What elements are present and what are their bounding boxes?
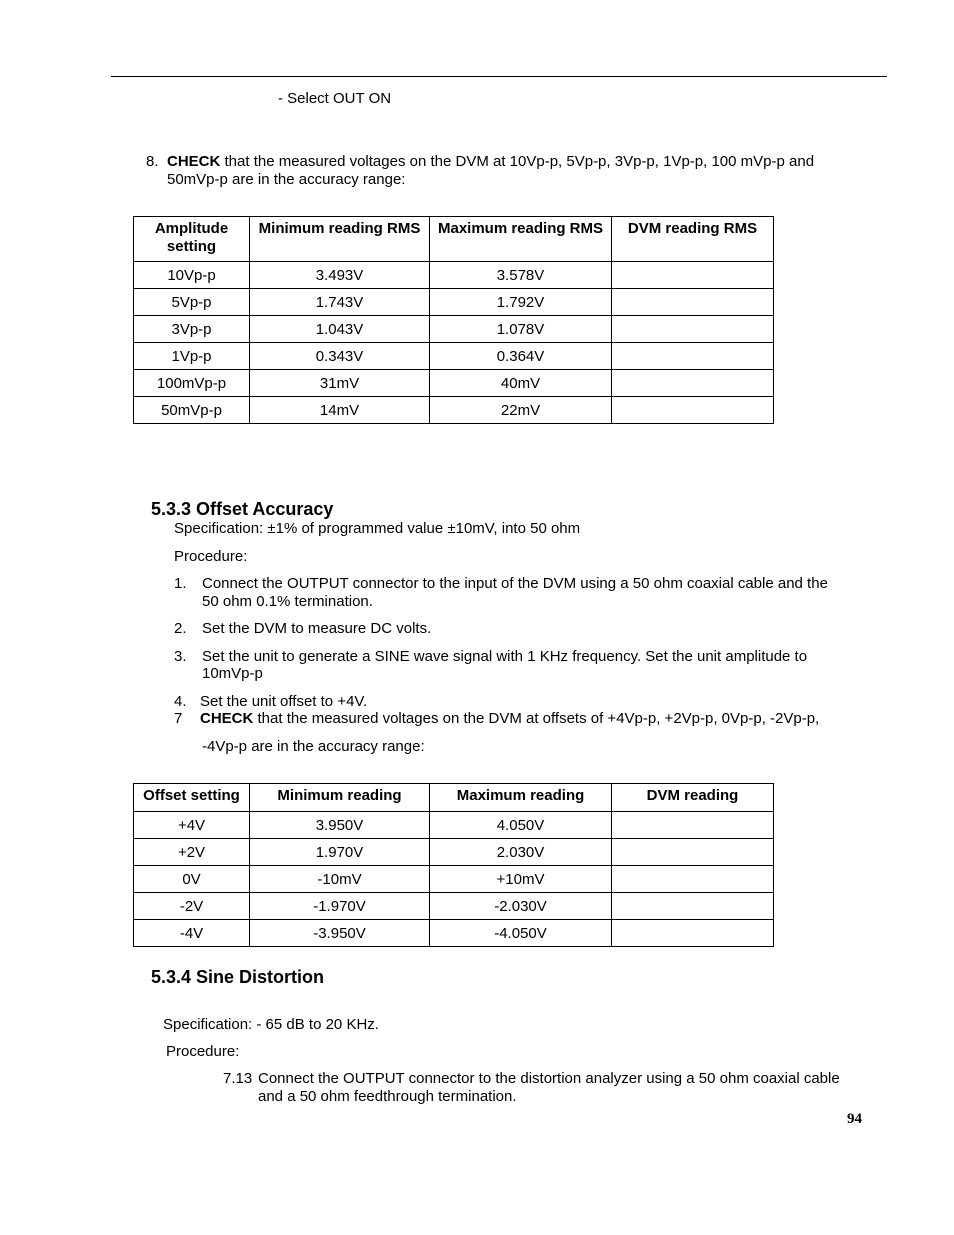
- table-cell: 10Vp-p: [134, 262, 250, 289]
- table-row: [134, 397, 774, 424]
- table-cell: 40mV: [430, 370, 612, 397]
- column-header: Minimum reading: [250, 784, 430, 812]
- table-cell: [612, 343, 774, 370]
- table-row: [134, 893, 774, 920]
- step-7-line1: that the measured voltages on the DVM at offsets of +4Vp-p, +2Vp-p, 0Vp-p, -2Vp-p,: [253, 710, 820, 727]
- column-header: DVM reading RMS: [612, 217, 774, 262]
- table-row: [134, 370, 774, 397]
- step-number: 4.: [174, 693, 187, 710]
- table-cell: [612, 839, 774, 866]
- table-cell: -3.950V: [250, 920, 430, 947]
- table-cell: 3.950V: [250, 812, 430, 839]
- table-cell: +2V: [134, 839, 250, 866]
- table-cell: 1.078V: [430, 316, 612, 343]
- table-cell: 1.792V: [430, 289, 612, 316]
- step-7-text: [200, 710, 819, 728]
- column-header: Offset setting: [134, 784, 250, 812]
- step-7-number: 7: [174, 710, 183, 727]
- table-cell: 5Vp-p: [134, 289, 250, 316]
- offset-specification: Specification: ±1% of programmed value ±10mV, into 50 ohm: [174, 520, 581, 537]
- table-cell: 0.343V: [250, 343, 430, 370]
- table-header-row: [134, 217, 774, 262]
- step-8-text: [167, 153, 814, 171]
- table-row: [134, 920, 774, 947]
- procedure-label: Procedure:: [166, 1043, 240, 1060]
- table-row: [134, 289, 774, 316]
- table-cell: -1.970V: [250, 893, 430, 920]
- table-cell: 2.030V: [430, 839, 612, 866]
- step-8-line1: that the measured voltages on the DVM at 10Vp-p, 5Vp-p, 3Vp-p, 1Vp-p, 100 mVp-p and: [220, 153, 815, 170]
- table-cell: -4V: [134, 920, 250, 947]
- table-cell: 31mV: [250, 370, 430, 397]
- table-cell: -2V: [134, 893, 250, 920]
- select-out-on-step: - Select OUT ON: [278, 90, 392, 107]
- procedure-label: Procedure:: [174, 548, 248, 565]
- step-7-13-number: 7.13: [223, 1070, 253, 1087]
- table-header-row: [134, 784, 774, 812]
- table-cell: +10mV: [430, 866, 612, 893]
- step-text: 50 ohm 0.1% termination.: [202, 593, 373, 610]
- section-heading-offset-accuracy: 5.3.3 Offset Accuracy: [151, 499, 334, 519]
- table-cell: 4.050V: [430, 812, 612, 839]
- table-cell: 3Vp-p: [134, 316, 250, 343]
- column-header: Maximum reading RMS: [430, 217, 612, 262]
- distortion-specification: Specification: - 65 dB to 20 KHz.: [163, 1016, 379, 1033]
- offset-accuracy-table: [133, 783, 774, 947]
- table-row: [134, 812, 774, 839]
- table-cell: 22mV: [430, 397, 612, 424]
- step-7-line2: -4Vp-p are in the accuracy range:: [202, 738, 425, 755]
- step-number: 3.: [174, 648, 187, 665]
- table-cell: [612, 866, 774, 893]
- step-text: Set the unit offset to +4V.: [200, 693, 368, 710]
- table-cell: [612, 397, 774, 424]
- table-row: [134, 316, 774, 343]
- amplitude-accuracy-table: [133, 216, 774, 424]
- column-header: Amplitude setting: [134, 217, 250, 262]
- section-heading-sine-distortion: 5.3.4 Sine Distortion: [151, 967, 325, 987]
- table-cell: [612, 370, 774, 397]
- check-keyword: CHECK: [200, 710, 254, 727]
- table-cell: 3.578V: [430, 262, 612, 289]
- table-cell: 14mV: [250, 397, 430, 424]
- step-8-number: 8.: [146, 153, 159, 170]
- step-number: 2.: [174, 620, 187, 637]
- page-number: 94: [847, 1111, 862, 1127]
- table-cell: [612, 289, 774, 316]
- table-cell: [612, 262, 774, 289]
- step-8-line2: 50mVp-p are in the accuracy range:: [167, 171, 406, 188]
- table-cell: 0V: [134, 866, 250, 893]
- table-cell: -10mV: [250, 866, 430, 893]
- table-cell: 1.970V: [250, 839, 430, 866]
- table-row: [134, 343, 774, 370]
- step-text: Connect the OUTPUT connector to the input of the DVM using a 50 ohm coaxial cable and the: [202, 575, 828, 592]
- table-cell: 100mVp-p: [134, 370, 250, 397]
- table-cell: [612, 920, 774, 947]
- column-header: Maximum reading: [430, 784, 612, 812]
- table-row: [134, 839, 774, 866]
- table-cell: 0.364V: [430, 343, 612, 370]
- step-number: 1.: [174, 575, 187, 592]
- step-7-13-line1: Connect the OUTPUT connector to the distortion analyzer using a 50 ohm coaxial cable: [258, 1070, 840, 1087]
- table-row: [134, 262, 774, 289]
- check-keyword: CHECK: [167, 153, 221, 170]
- step-text: Set the unit to generate a SINE wave signal with 1 KHz frequency. Set the unit amplitude to: [202, 648, 808, 665]
- table-cell: 1.043V: [250, 316, 430, 343]
- table-cell: 50mVp-p: [134, 397, 250, 424]
- step-text: 10mVp-p: [202, 665, 263, 682]
- table-row: [134, 866, 774, 893]
- table-cell: 1Vp-p: [134, 343, 250, 370]
- table-cell: -4.050V: [430, 920, 612, 947]
- table-cell: +4V: [134, 812, 250, 839]
- table-cell: -2.030V: [430, 893, 612, 920]
- table-cell: [612, 316, 774, 343]
- column-header: Minimum reading RMS: [250, 217, 430, 262]
- table-cell: 1.743V: [250, 289, 430, 316]
- table-cell: 3.493V: [250, 262, 430, 289]
- header-rule: [111, 76, 887, 77]
- step-text: Set the DVM to measure DC volts.: [202, 620, 432, 637]
- step-7-13-line2: and a 50 ohm feedthrough termination.: [258, 1088, 517, 1105]
- column-header: DVM reading: [612, 784, 774, 812]
- table-cell: [612, 893, 774, 920]
- table-cell: [612, 812, 774, 839]
